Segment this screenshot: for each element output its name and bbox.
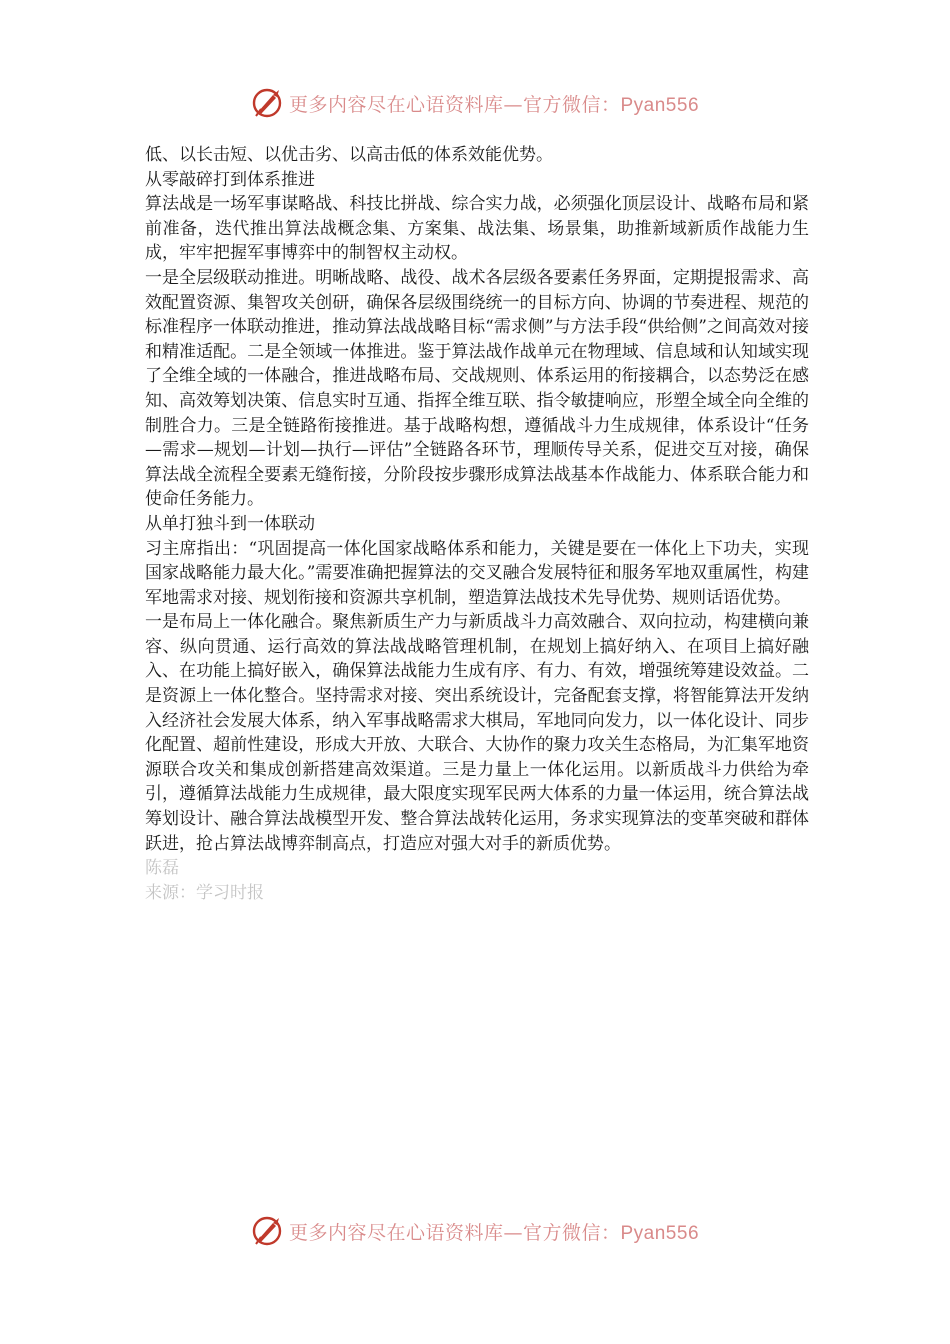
banner-text-id: Pyan556 (620, 94, 700, 116)
banner-text (289, 90, 699, 117)
banner-text-cn: 更多内容尽在心语资料库—官方微信： (288, 93, 621, 116)
quill-logo-icon (251, 87, 283, 119)
article-body (145, 143, 809, 905)
paragraph: 习主席指出：“巩固提高一体化国家战略体系和能力，关键是要在一体化上下功夫，实现国家战略能力最大化。”需要准确把握算法的交叉融合发展特征和服务军地双重属性，构建军地需求对接、规划衔接和资源共享机制，塑造算法战技术先导优势、规则话语优势。 (145, 538, 809, 608)
section-heading: 从单打独斗到一体联动 (145, 513, 315, 534)
banner-text (289, 1218, 699, 1245)
section-heading: 从零敲碎打到体系推进 (145, 169, 315, 190)
author-name: 陈磊 (145, 858, 179, 879)
paragraph: 低、以长击短、以优击劣、以高击低的体系效能优势。 (145, 145, 553, 165)
paragraph: 一是布局上一体化融合。聚焦新质生产力与新质战斗力高效融合、双向拉动，构建横向兼容、纵向贯通、运行高效的算法战战略管理机制，在规划上搞好纳入、在项目上搞好融入、在功能上搞好嵌入，确保算法战能力生成有序、有力、有效，增强统筹建设效益。二是资源上一体化整合。坚持需求对接、突出系统设计，完备配套支撑，将智能算法开发纳入经济社会发展大体系，纳入军事战略需求大棋局，军地同向发力，以一体化设计、同步化配置、超前性建设，形成大开放、大联合、大协作的聚力攻关生态格局，为汇集军地资源联合攻关和集成创新搭建高效渠道。三是力量上一体化运用。以新质战斗力供给为牵引，遵循算法战能力生成规律，最大限度实现军民两大体系的力量一体运用，统合算法战筹划设计、融合算法战模型开发、整合算法战转化运用，务求实现算法的变革突破和群体跃进，抢占算法战博弈制高点，打造应对强大对手的新质优势。 (145, 612, 809, 854)
header-banner (0, 83, 950, 123)
source-line: 来源：学习时报 (145, 882, 264, 903)
quill-logo-icon (251, 1215, 283, 1247)
footer-banner (0, 1211, 950, 1251)
banner-text-cn: 更多内容尽在心语资料库—官方微信： (288, 1221, 621, 1244)
banner-text-id: Pyan556 (620, 1222, 700, 1244)
paragraph: 算法战是一场军事谋略战、科技比拼战、综合实力战，必须强化顶层设计、战略布局和紧前准备，迭代推出算法战概念集、方案集、战法集、场景集，助推新域新质作战能力生成，牢牢把握军事博弈中的制智权主动权。 (145, 194, 809, 264)
paragraph: 一是全层级联动推进。明晰战略、战役、战术各层级各要素任务界面，定期提报需求、高效配置资源、集智攻关创研，确保各层级围绕统一的目标方向、协调的节奏进程、规范的标准程序一体联动推进，推动算法战战略目标“需求侧”与方法手段“供给侧”之间高效对接和精准适配。二是全领域一体推进。鉴于算法战作战单元在物理域、信息域和认知域实现了全维全域的一体融合，推进战略布局、交战规则、体系运用的衔接耦合，以态势泛在感知、高效筹划决策、信息实时互通、指挥全维互联、指令敏捷响应，形塑全域全向全维的制胜合力。三是全链路衔接推进。基于战略构想，遵循战斗力生成规律，体系设计“任务—需求—规划—计划—执行—评估”全链路各环节，理顺传导关系，促进交互对接，确保算法战全流程全要素无缝衔接，分阶段按步骤形成算法战基本作战能力、体系联合能力和使命任务能力。 (145, 267, 809, 510)
